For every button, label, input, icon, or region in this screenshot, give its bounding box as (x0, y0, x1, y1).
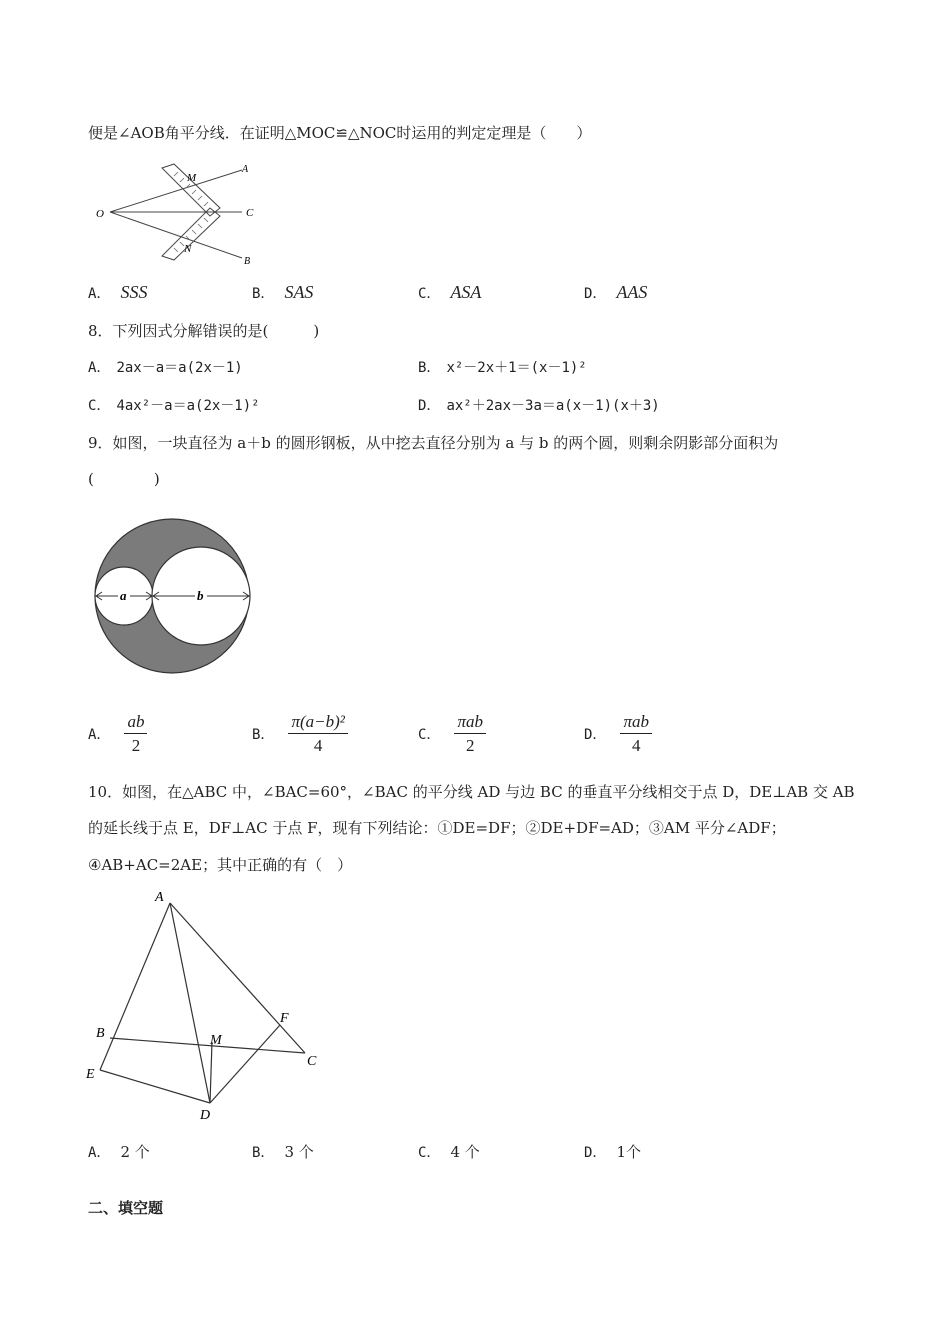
option-label: C． (418, 286, 441, 302)
q9-label-b: b (197, 588, 204, 603)
q7-stem: 便是∠AOB角平分线．在证明△MOC≌△NOC时运用的判定定理是（ ） (88, 124, 592, 142)
q9-figure (92, 516, 258, 678)
option-value: 1个 (616, 1143, 641, 1161)
option-label: D． (584, 286, 607, 302)
fraction (620, 712, 652, 756)
q7-label-M: M (187, 172, 197, 184)
q7-option-d (584, 282, 647, 303)
denominator: 4 (313, 736, 323, 755)
q9-stem-line2: ( ) (88, 470, 160, 488)
q8-option-b (418, 357, 587, 377)
option-value: ax²＋2ax－3a＝a(x－1)(x＋3) (446, 398, 660, 414)
q7-option-c (418, 282, 481, 303)
option-value: x²－2x＋1＝(x－1)² (446, 360, 587, 376)
option-value: AAS (616, 282, 648, 302)
q10-stem-line2: 的延长线于点 E，DF⊥AC 于点 F，现有下列结论：①DE=DF；②DE+DF=AD；③AM 平分∠ADF； (88, 819, 786, 837)
q8-option-d (418, 395, 660, 415)
q8-option-c (88, 395, 260, 415)
denominator: 2 (131, 736, 141, 755)
q10-label-D: D (200, 1108, 211, 1123)
q10-label-F: F (280, 1011, 289, 1026)
q10-option-a (88, 1141, 150, 1162)
option-label: A． (88, 286, 111, 302)
option-value: 2ax－a＝a(2x－1) (116, 360, 243, 376)
option-label: C． (418, 1145, 441, 1161)
q7-label-B: B (244, 256, 251, 267)
fraction (454, 712, 486, 756)
q10-option-c (418, 1141, 480, 1162)
q10-label-A: A (155, 890, 164, 905)
numerator: ab (124, 712, 147, 734)
q8-option-a (88, 357, 243, 377)
option-label: D． (418, 398, 441, 414)
option-label: C． (88, 398, 111, 414)
option-label: B． (252, 1145, 275, 1161)
option-value: 4 个 (450, 1143, 480, 1161)
q7-option-a (88, 282, 147, 303)
option-value: ASA (450, 282, 482, 302)
option-label: B． (252, 727, 275, 743)
q10-option-b (252, 1141, 314, 1162)
section-title: 二、填空题 (88, 1199, 164, 1217)
option-value: SAS (284, 282, 314, 302)
q7-figure (92, 160, 272, 268)
option-label: B． (418, 360, 441, 376)
q10-label-B: B (96, 1026, 105, 1041)
q10-option-d (584, 1141, 641, 1162)
option-value: 4ax²－a＝a(2x－1)² (116, 398, 260, 414)
option-label: A． (88, 360, 111, 376)
q7-label-N: N (184, 243, 192, 255)
option-value: 2 个 (120, 1143, 150, 1161)
numerator: π(a−b)² (288, 712, 347, 734)
option-label: D． (584, 727, 607, 743)
numerator: πab (454, 712, 486, 734)
q10-figure (80, 885, 330, 1125)
fraction (124, 712, 147, 756)
q10-label-M: M (210, 1033, 222, 1048)
q9-option-d (584, 712, 652, 756)
q7-label-C: C (246, 207, 254, 219)
option-value: SSS (120, 282, 148, 302)
option-label: D． (584, 1145, 607, 1161)
q9-option-c (418, 712, 486, 756)
option-label: A． (88, 1145, 111, 1161)
option-label: C． (418, 727, 441, 743)
q7-label-A: A (242, 164, 249, 175)
q7-label-O: O (96, 208, 104, 220)
q10-stem-line1: 10．如图，在△ABC 中，∠BAC=60°，∠BAC 的平分线 AD 与边 BC 的垂直平分线相交于点 D，DE⊥AB 交 AB (88, 783, 855, 801)
q9-option-b (252, 712, 348, 756)
denominator: 4 (631, 736, 641, 755)
q7-option-b (252, 282, 313, 303)
numerator: πab (620, 712, 652, 734)
q9-label-a: a (120, 588, 127, 603)
q9-option-a (88, 712, 147, 756)
q9-stem-line1: 9．如图，一块直径为 a＋b 的圆形钢板，从中挖去直径分别为 a 与 b 的两个圆，则剩余阴影部分面积为 (88, 434, 779, 452)
denominator: 2 (465, 736, 475, 755)
q10-label-E: E (86, 1067, 95, 1082)
option-value: 3 个 (284, 1143, 314, 1161)
option-label: B． (252, 286, 275, 302)
fraction (288, 712, 347, 756)
q8-stem: 8．下列因式分解错误的是( ) (88, 322, 320, 340)
q10-stem-line3: ④AB+AC=2AE；其中正确的有（ ） (88, 856, 353, 874)
option-label: A． (88, 727, 111, 743)
q10-label-C: C (307, 1054, 317, 1069)
